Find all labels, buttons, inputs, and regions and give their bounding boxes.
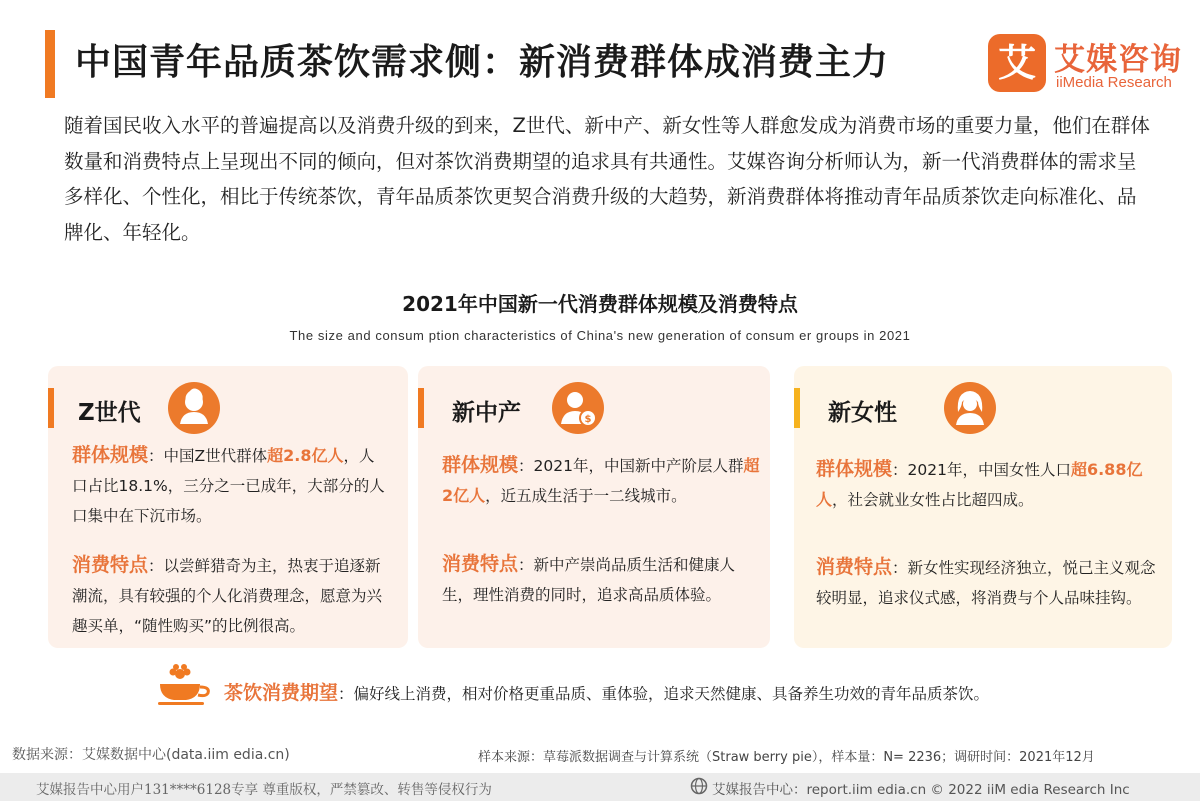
- feature-label: 消费特点: [816, 556, 893, 578]
- scale-highlight: 超2.8亿人: [267, 446, 344, 465]
- page-title: 中国青年品质茶饮需求侧：新消费群体成消费主力: [75, 42, 890, 83]
- scale-post: ，社会就业女性占比超四成。: [832, 491, 1034, 509]
- money-person-icon: [552, 382, 604, 434]
- card-new-women: [794, 366, 1172, 648]
- scale-label: 群体规模: [442, 454, 519, 476]
- card-title: 新中产: [452, 400, 521, 426]
- tea-expectation-body: ：偏好线上消费，相对价格更重品质、重体验，追求天然健康、具备养生功效的青年品质茶饮。: [338, 685, 990, 703]
- card-title: 新女性: [828, 400, 897, 426]
- card-scale-text: [816, 454, 1156, 515]
- iimedia-logo: [988, 34, 1184, 96]
- feature-body: ：新女性实现经济独立，悦己主义观念较明显，追求仪式感，将消费与个人品味挂钩。: [816, 559, 1156, 607]
- card-scale-text: [72, 440, 388, 531]
- tea-cup-icon: [156, 664, 216, 708]
- card-feature-text: [816, 552, 1162, 613]
- scale-pre: ：2021年，中国新中产阶层人群: [518, 457, 744, 475]
- card-new-middle-class: [418, 366, 770, 648]
- scale-highlight: 超2亿人: [442, 456, 760, 505]
- tea-expectation-text: [224, 678, 989, 705]
- scale-label: 群体规模: [72, 444, 149, 466]
- tea-expectation-label: 茶饮消费期望: [224, 682, 339, 704]
- card-feature-text: [442, 549, 760, 610]
- scale-post: ，近五成生活于一二线城市。: [485, 487, 687, 505]
- sample-source: 样本来源：草莓派数据调查与计算系统（Straw berry pie），样本量：N= 2236；调研时间：2021年12月: [478, 750, 1095, 765]
- woman-icon: [944, 382, 996, 434]
- feature-body: ：新中产崇尚品质生活和健康人生，理性消费的同时，追求高品质体验。: [442, 556, 736, 604]
- logo-en-text: iiMedia Research: [1056, 74, 1172, 91]
- report-center-link[interactable]: 艾媒报告中心：report.iim edia.cn © 2022 iiM edia Research Inc: [712, 782, 1130, 798]
- feature-label: 消费特点: [442, 553, 519, 575]
- globe-icon: [690, 777, 708, 795]
- card-accent-bar: [794, 388, 800, 428]
- card-title: Z世代: [78, 400, 141, 426]
- young-person-icon: [168, 382, 220, 434]
- logo-mark: 艾: [988, 34, 1046, 92]
- data-source: 数据来源：艾媒数据中心(data.iim edia.cn): [12, 747, 290, 763]
- intro-paragraph: 随着国民收入水平的普遍提高以及消费升级的到来，Z世代、新中产、新女性等人群愈发成为消费市场的重要力量，他们在群体数量和消费特点上呈现出不同的倾向，但对茶饮消费期望的追求具有共通性。艾媒咨询分析师认为，新一代消费群体的需求呈多样化、个性化，相比于传统茶饮，青年品质茶饮更契合消费升级的大趋势，新消费群体将推动青年品质茶饮走向标准化、品牌化、年轻化。: [64, 114, 1150, 244]
- card-feature-text: [72, 550, 388, 641]
- scale-pre: ：2021年，中国女性人口: [892, 461, 1071, 479]
- scale-highlight: 超6.88亿人: [816, 460, 1143, 509]
- section-subtitle: The size and consum ption characteristics of China's new generation of consum er groups in 2021: [289, 328, 911, 343]
- footer: [0, 773, 1200, 801]
- scale-post: ，人口占比18.1%，三分之一已成年，大部分的人口集中在下沉市场。: [72, 447, 385, 525]
- scale-pre: ：中国Z世代群体: [148, 447, 268, 465]
- card-accent-bar: [418, 388, 424, 428]
- feature-label: 消费特点: [72, 554, 149, 576]
- title-accent-bar: [45, 30, 55, 98]
- scale-label: 群体规模: [816, 458, 893, 480]
- svg-text:$: $: [584, 414, 592, 425]
- card-accent-bar: [48, 388, 54, 428]
- feature-body: ：以尝鲜猎奇为主，热衷于追逐新潮流，具有较强的个人化消费理念，愿意为兴趣买单，“随性购买”的比例很高。: [72, 557, 383, 635]
- logo-cn-text: 艾媒咨询: [1054, 42, 1182, 78]
- card-gen-z: [48, 366, 408, 648]
- section-title: 2021年中国新一代消费群体规模及消费特点: [402, 292, 798, 316]
- copyright-notice: 艾媒报告中心用户131****6128专享 尊重版权，严禁篡改、转售等侵权行为: [36, 782, 492, 798]
- card-scale-text: [442, 450, 760, 511]
